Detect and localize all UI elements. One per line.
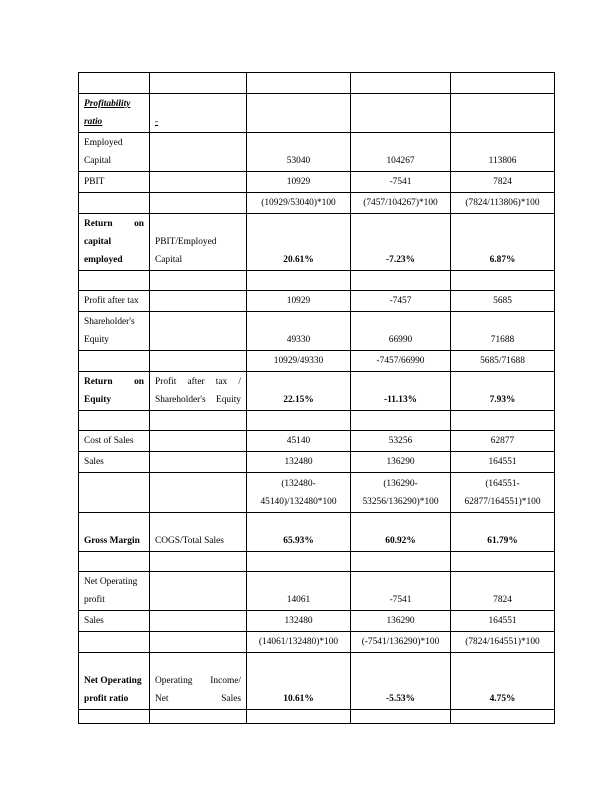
table-row	[79, 572, 555, 611]
table-row	[79, 172, 555, 193]
table-row	[79, 632, 555, 653]
value-cell: 53040	[247, 133, 351, 172]
value-cell: 132480	[247, 452, 351, 473]
row-label: Sales	[79, 611, 150, 632]
row-label: Sales	[79, 452, 150, 473]
ratio-value: 4.75%	[451, 653, 555, 710]
value-cell: -7457	[351, 291, 451, 312]
table-row-result	[79, 513, 555, 552]
ratio-value: 60.92%	[351, 513, 451, 552]
ratio-name: Return on capital employed	[79, 214, 150, 271]
value-cell: -7541	[351, 172, 451, 193]
value-cell: 45140	[247, 431, 351, 452]
value-cell: 164551	[451, 452, 555, 473]
calc-cell: (136290-53256/136290)*100	[351, 473, 451, 513]
calc-cell: (-7541/136290)*100	[351, 632, 451, 653]
ratio-name: Net Operating profit ratio	[79, 653, 150, 710]
calc-cell: 10929/49330	[247, 351, 351, 372]
value-cell: 66990	[351, 312, 451, 351]
value-cell: 53256	[351, 431, 451, 452]
table-row	[79, 473, 555, 513]
table-row	[79, 193, 555, 214]
ratio-value: 22.15%	[247, 372, 351, 411]
calc-cell: (132480-45140)/132480*100	[247, 473, 351, 513]
table-row-result	[79, 653, 555, 710]
table-row	[79, 312, 555, 351]
profitability-ratio-table	[78, 72, 555, 724]
table-row-empty	[79, 552, 555, 572]
value-cell: 136290	[351, 452, 451, 473]
calc-cell: (7824/113806)*100	[451, 193, 555, 214]
ratio-formula: PBIT/Employed Capital	[150, 214, 247, 271]
value-cell: 7824	[451, 172, 555, 193]
ratio-value: 6.87%	[451, 214, 555, 271]
table-row-empty	[79, 271, 555, 291]
value-cell: 7824	[451, 572, 555, 611]
table-row	[79, 291, 555, 312]
value-cell: 49330	[247, 312, 351, 351]
calc-cell: (14061/132480)*100	[247, 632, 351, 653]
row-label: Employed Capital	[79, 133, 150, 172]
section-marker: -	[155, 117, 159, 127]
ratio-value: -7.23%	[351, 214, 451, 271]
row-label: PBIT	[79, 172, 150, 193]
section-title: Profitability ratio	[79, 94, 150, 133]
ratio-name: Return on Equity	[79, 372, 150, 411]
table-row-empty	[79, 73, 555, 94]
row-label: Shareholder's Equity	[79, 312, 150, 351]
ratio-value: 61.79%	[451, 513, 555, 552]
table-row	[79, 452, 555, 473]
calc-cell: (7824/164551)*100	[451, 632, 555, 653]
table-row	[79, 611, 555, 632]
table-row	[79, 351, 555, 372]
value-cell: 5685	[451, 291, 555, 312]
ratio-name: Gross Margin	[79, 513, 150, 552]
ratio-value: 65.93%	[247, 513, 351, 552]
table-row-empty	[79, 710, 555, 724]
table-row	[79, 431, 555, 452]
table-row-result	[79, 214, 555, 271]
ratio-formula: Operating Income/ Net Sales	[150, 653, 247, 710]
value-cell: 136290	[351, 611, 451, 632]
value-cell: -7541	[351, 572, 451, 611]
value-cell: 10929	[247, 172, 351, 193]
ratio-value: -5.53%	[351, 653, 451, 710]
calc-cell: (10929/53040)*100	[247, 193, 351, 214]
ratio-formula: Profit after tax / Shareholder's Equity	[150, 372, 247, 411]
calc-cell: -7457/66990	[351, 351, 451, 372]
value-cell: 14061	[247, 572, 351, 611]
value-cell: 10929	[247, 291, 351, 312]
table-row-section-title	[79, 94, 555, 133]
ratio-value: 10.61%	[247, 653, 351, 710]
ratio-value: -11.13%	[351, 372, 451, 411]
value-cell: 132480	[247, 611, 351, 632]
calc-cell: (164551-62877/164551)*100	[451, 473, 555, 513]
table-row-empty	[79, 411, 555, 431]
value-cell: 71688	[451, 312, 555, 351]
table-row-result	[79, 372, 555, 411]
ratio-formula: COGS/Total Sales	[150, 513, 247, 552]
row-label: Net Operating profit	[79, 572, 150, 611]
table-row	[79, 133, 555, 172]
calc-cell: (7457/104267)*100	[351, 193, 451, 214]
value-cell: 104267	[351, 133, 451, 172]
ratio-value: 7.93%	[451, 372, 555, 411]
row-label: Cost of Sales	[79, 431, 150, 452]
ratio-value: 20.61%	[247, 214, 351, 271]
calc-cell: 5685/71688	[451, 351, 555, 372]
row-label: Profit after tax	[79, 291, 150, 312]
value-cell: 113806	[451, 133, 555, 172]
value-cell: 164551	[451, 611, 555, 632]
value-cell: 62877	[451, 431, 555, 452]
